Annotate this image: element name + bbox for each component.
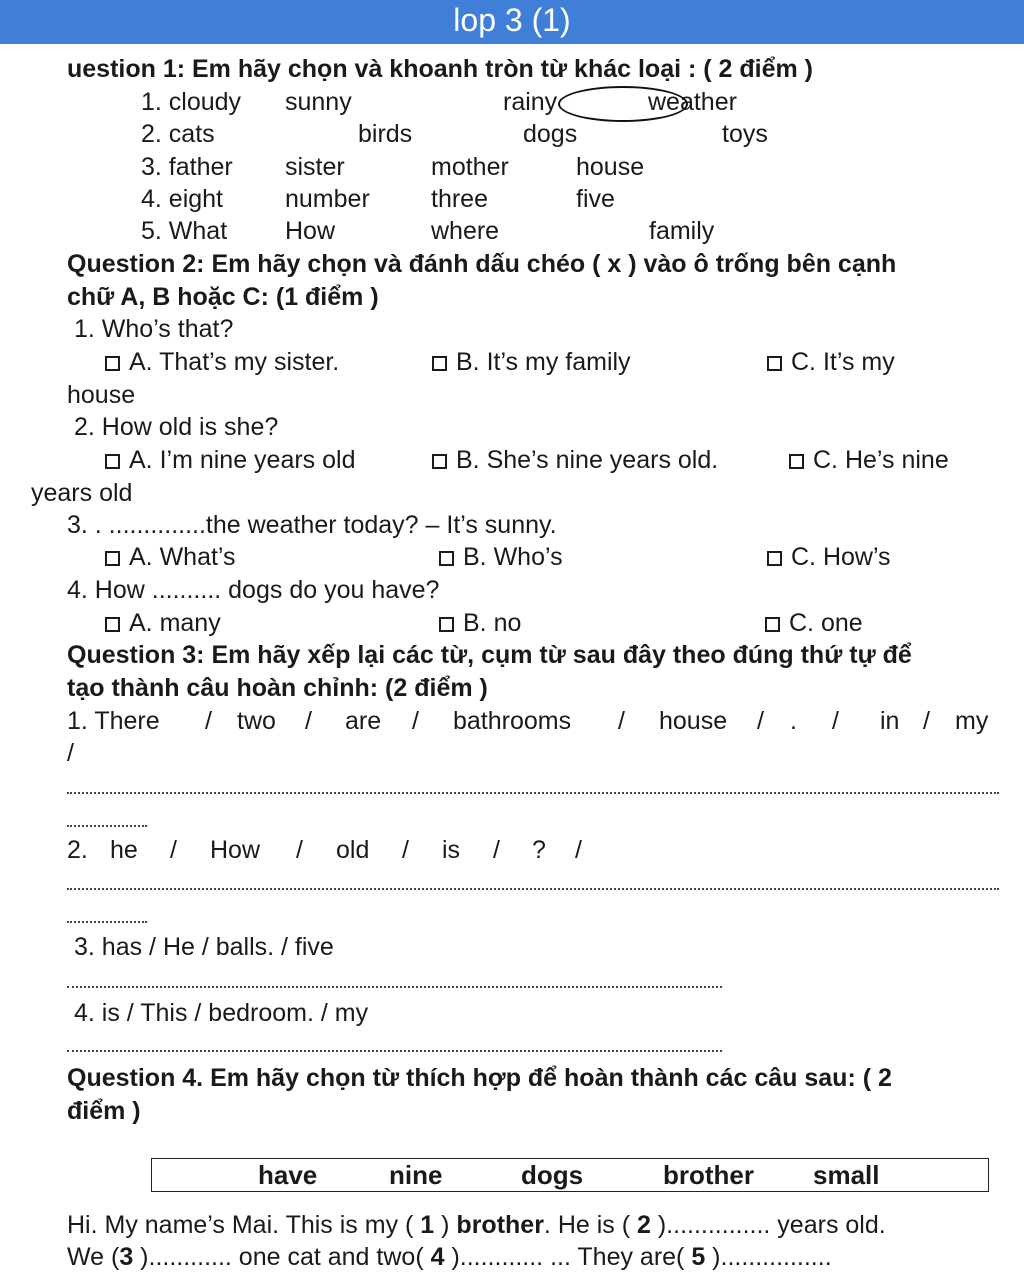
word-bank-nine: nine [389,1160,443,1190]
q2-2-question: 2. How old is she? [74,413,279,441]
q2-2-option-a[interactable]: A. I’m nine years old [105,445,356,475]
q1-r2-w1: 2. cats [141,120,215,148]
answer-line-2[interactable] [67,888,999,890]
q3-s2-w2: he [110,836,138,864]
q2-3-question: 3. . ..............the weather today? – It’s sunny. [67,511,557,539]
q2-4-option-a[interactable]: A. many [105,608,221,638]
q3-s1-w5: are [345,707,382,735]
checkbox-icon[interactable] [105,454,120,469]
word-bank-have: have [258,1160,318,1190]
q1-r1-w4: weather [648,88,737,116]
checkbox-icon[interactable] [105,617,120,632]
q1-r2-w4: toys [722,120,768,148]
q2-title-line1: Question 2: Em hãy chọn và đánh dấu chéo ( x ) vào ô trống bên cạnh [67,250,897,278]
q3-s2-w5: / [296,836,303,864]
q1-r2-w3: dogs [523,120,578,148]
q3-s1-cont: / [67,739,74,767]
q2-1-option-c[interactable]: C. It’s my [767,347,895,377]
q2-2-option-b[interactable]: B. She’s nine years old. [432,445,718,475]
q1-title: uestion 1: Em hãy chọn và khoanh tròn từ khác loại : ( 2 điểm ) [67,55,814,83]
q3-s2-w7: / [402,836,409,864]
q3-s1-w9: house [659,707,728,735]
q1-r5-w3: where [431,217,500,245]
q3-s2-w3: / [170,836,177,864]
q1-r2-w2: birds [358,120,413,148]
q2-1-option-a[interactable]: A. That’s my sister. [105,347,339,377]
checkbox-icon[interactable] [789,454,804,469]
checkbox-icon[interactable] [767,551,782,566]
q3-s3: 3. has / He / balls. / five [74,933,334,961]
q3-s1-w7: bathrooms [453,707,572,735]
q3-s2-w8: is [442,836,461,864]
q1-r5-w1: 5. What [141,217,228,245]
answer-line-1-cont[interactable] [67,825,147,827]
answer-line-1[interactable] [67,792,999,794]
document-title: lop 3 (1) [453,2,571,38]
q1-r4-w3: three [431,185,488,213]
q4-title-line1: Question 4. Em hãy chọn từ thích hợp để hoàn thành các câu sau: ( 2 [67,1064,892,1092]
q2-1-question: 1. Who’s that? [74,315,234,343]
q2-1-option-c-cont: house [67,381,136,409]
word-bank-dogs: dogs [521,1160,584,1190]
q2-2-option-c-cont: years old [31,479,133,507]
q2-title-line2: chữ A, B hoặc C: (1 điểm ) [67,283,379,311]
q3-s2-w10: ? [532,836,546,864]
q3-s2-w9: / [493,836,500,864]
q3-s1-w15: my [955,707,989,735]
title-bar [0,0,1024,44]
checkbox-icon[interactable] [439,551,454,566]
q1-r3-w4: house [576,153,645,181]
q3-s1-w6: / [412,707,419,735]
q3-s1-w11: . [790,707,797,735]
answer-circle [558,86,688,122]
answer-line-2-cont[interactable] [67,921,147,923]
q4-passage-line1: Hi. My name’s Mai. This is my ( 1 ) brother. He is ( 2 )............... years old. [67,1211,886,1239]
q2-2-option-c[interactable]: C. He’s nine [789,445,949,475]
q3-s1-w3: two [237,707,276,735]
q4-title-line2: điểm ) [67,1097,141,1125]
q1-r3-w2: sister [285,153,345,181]
q2-3-option-a[interactable]: A. What’s [105,542,236,572]
q1-r5-w2: How [285,217,336,245]
q2-3-option-b[interactable]: B. Who’s [439,542,563,572]
q2-1-option-b[interactable]: B. It’s my family [432,347,631,377]
q3-s1-w8: / [618,707,625,735]
q3-s1-w13: in [880,707,900,735]
q3-s1-w1: 1. There [67,707,160,735]
answer-line-4[interactable] [67,1050,722,1052]
q3-s2-w1: 2. [67,836,88,864]
checkbox-icon[interactable] [765,617,780,632]
checkbox-icon[interactable] [105,356,120,371]
q1-r5-w4: family [649,217,715,245]
q2-4-question: 4. How .......... dogs do you have? [67,576,440,604]
q2-3-option-c[interactable]: C. How’s [767,542,891,572]
q3-s1-w4: / [305,707,312,735]
q4-passage-line2: We (3 )............ one cat and two( 4 )............ ... They are( 5 )................ [67,1243,832,1271]
q2-4-option-b[interactable]: B. no [439,608,521,638]
q2-4-option-c[interactable]: C. one [765,608,863,638]
checkbox-icon[interactable] [105,551,120,566]
checkbox-icon[interactable] [432,356,447,371]
q1-r4-w4: five [576,185,615,213]
q3-s1-w12: / [832,707,839,735]
q3-s2-w4: How [210,836,261,864]
q1-r3-w3: mother [431,153,509,181]
q1-r1-w1: 1. cloudy [141,88,242,116]
q3-title-line2: tạo thành câu hoàn chỉnh: (2 điểm ) [67,674,488,702]
q1-r1-w2: sunny [285,88,352,116]
q3-s1-w2: / [205,707,212,735]
word-bank-brother: brother [663,1160,754,1190]
q1-r4-w2: number [285,185,370,213]
checkbox-icon[interactable] [767,356,782,371]
q3-s2-w6: old [336,836,370,864]
checkbox-icon[interactable] [432,454,447,469]
q1-r1-w3: rainy [503,88,558,116]
q3-s1-w14: / [923,707,930,735]
filled-answer: brother [456,1211,544,1239]
answer-line-3[interactable] [67,986,722,988]
q3-s4: 4. is / This / bedroom. / my [74,999,369,1027]
q3-s2-w11: / [575,836,582,864]
q1-r3-w1: 3. father [141,153,233,181]
q1-r4-w1: 4. eight [141,185,224,213]
q3-s1-w10: / [757,707,764,735]
word-bank-small: small [813,1160,880,1190]
checkbox-icon[interactable] [439,617,454,632]
q3-title-line1: Question 3: Em hãy xếp lại các từ, cụm từ sau đây theo đúng thứ tự để [67,641,912,669]
